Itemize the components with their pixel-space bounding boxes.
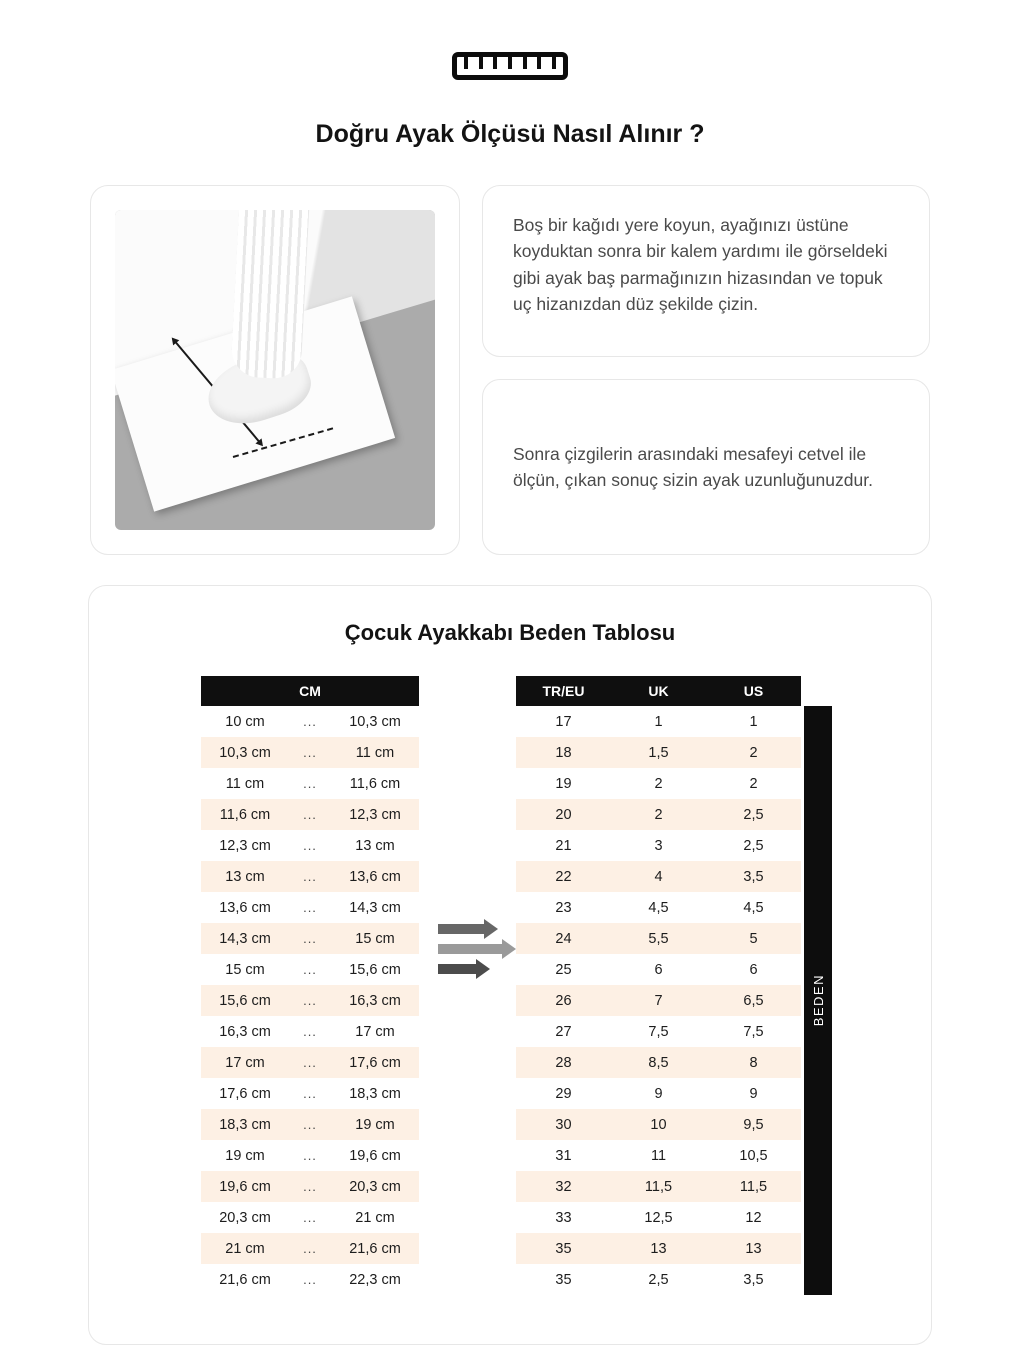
tr-eu-cell: 31 [516, 1140, 611, 1171]
cm-max-cell: 15,6 cm [331, 954, 419, 985]
tr-eu-cell: 35 [516, 1233, 611, 1264]
ruler-tick [464, 57, 468, 69]
uk-cell: 11,5 [611, 1171, 706, 1202]
us-cell: 6,5 [706, 985, 801, 1016]
us-cell: 10,5 [706, 1140, 801, 1171]
dots-separator: ... [289, 768, 331, 799]
ruler-tick [508, 57, 512, 69]
cm-max-cell: 13 cm [331, 830, 419, 861]
size-table-row [516, 768, 801, 799]
cm-max-cell: 15 cm [331, 923, 419, 954]
cm-min-cell: 21,6 cm [201, 1264, 289, 1295]
cm-table-row [201, 1016, 419, 1047]
uk-cell: 1,5 [611, 737, 706, 768]
us-cell: 2,5 [706, 830, 801, 861]
dots-separator: ... [289, 892, 331, 923]
cm-max-cell: 22,3 cm [331, 1264, 419, 1295]
cm-min-cell: 11 cm [201, 768, 289, 799]
ruler-tick [552, 57, 556, 69]
size-table-row [516, 1109, 801, 1140]
cm-min-cell: 19 cm [201, 1140, 289, 1171]
tr-eu-cell: 33 [516, 1202, 611, 1233]
size-table-row [516, 923, 801, 954]
size-table-title: Çocuk Ayakkabı Beden Tablosu [344, 620, 676, 645]
size-table-row [516, 1264, 801, 1295]
instruction-step-1: Boş bir kağıdı yere koyun, ayağınızı üstüne koyduktan sonra bir kalem yardımı ile görseldeki gibi ayak baş parmağınızın hizasından ve topuk uç hizanızdan düz şekilde çizin. [513, 215, 888, 314]
cm-max-cell: 17 cm [331, 1016, 419, 1047]
cm-min-cell: 16,3 cm [201, 1016, 289, 1047]
size-table-row [516, 799, 801, 830]
us-cell: 12 [706, 1202, 801, 1233]
dots-separator: ... [289, 1264, 331, 1295]
uk-cell: 9 [611, 1078, 706, 1109]
tr-eu-cell: 28 [516, 1047, 611, 1078]
measurement-photo-card [90, 185, 460, 555]
cm-min-cell: 13 cm [201, 861, 289, 892]
dots-separator: ... [289, 799, 331, 830]
size-table-row [516, 830, 801, 861]
page-title: Doğru Ayak Ölçüsü Nasıl Alınır ? [315, 120, 705, 148]
size-table-row [516, 985, 801, 1016]
ruler-tick [479, 57, 483, 69]
uk-cell: 5,5 [611, 923, 706, 954]
beden-side-label: BEDEN [810, 974, 826, 1027]
cm-max-cell: 18,3 cm [331, 1078, 419, 1109]
tr-eu-cell: 24 [516, 923, 611, 954]
right-arrow-icon [438, 944, 502, 954]
tr-eu-cell: 35 [516, 1264, 611, 1295]
us-cell: 9,5 [706, 1109, 801, 1140]
cm-max-cell: 21 cm [331, 1202, 419, 1233]
cm-table-row [201, 1171, 419, 1202]
dots-separator: ... [289, 1016, 331, 1047]
size-table-row [516, 1016, 801, 1047]
cm-max-cell: 11,6 cm [331, 768, 419, 799]
dots-separator: ... [289, 985, 331, 1016]
cm-table-row [201, 1202, 419, 1233]
tr-eu-cell: 30 [516, 1109, 611, 1140]
cm-min-cell: 20,3 cm [201, 1202, 289, 1233]
cm-min-cell: 15,6 cm [201, 985, 289, 1016]
dots-separator: ... [289, 1109, 331, 1140]
instruction-card-2 [482, 379, 930, 555]
tr-eu-cell: 27 [516, 1016, 611, 1047]
size-table-row [516, 1171, 801, 1202]
how-to-measure-section [90, 185, 930, 555]
dots-separator: ... [289, 1233, 331, 1264]
size-table-row [516, 1078, 801, 1109]
dots-separator: ... [289, 954, 331, 985]
uk-cell: 1 [611, 706, 706, 737]
uk-cell: 2,5 [611, 1264, 706, 1295]
cm-max-cell: 11 cm [331, 737, 419, 768]
uk-header: UK [611, 676, 706, 706]
cm-min-cell: 21 cm [201, 1233, 289, 1264]
dots-separator: ... [289, 1140, 331, 1171]
tr-eu-cell: 25 [516, 954, 611, 985]
cm-min-cell: 10 cm [201, 706, 289, 737]
us-cell: 2,5 [706, 799, 801, 830]
us-cell: 8 [706, 1047, 801, 1078]
us-cell: 3,5 [706, 861, 801, 892]
size-table-row [516, 1202, 801, 1233]
instruction-cards [482, 185, 930, 555]
size-table-row [516, 1233, 801, 1264]
cm-min-cell: 12,3 cm [201, 830, 289, 861]
uk-cell: 12,5 [611, 1202, 706, 1233]
size-table-row [516, 737, 801, 768]
tr-eu-cell: 19 [516, 768, 611, 799]
ruler-tick [493, 57, 497, 69]
cm-min-cell: 15 cm [201, 954, 289, 985]
arrows-icon [436, 924, 516, 974]
us-cell: 6 [706, 954, 801, 985]
cm-table-row [201, 768, 419, 799]
size-table-row [516, 892, 801, 923]
cm-min-cell: 19,6 cm [201, 1171, 289, 1202]
photo-sock-leg [230, 210, 309, 380]
cm-table-row [201, 1140, 419, 1171]
cm-min-cell: 14,3 cm [201, 923, 289, 954]
tr-eu-cell: 18 [516, 737, 611, 768]
cm-table-row [201, 1109, 419, 1140]
us-cell: 4,5 [706, 892, 801, 923]
us-cell: 13 [706, 1233, 801, 1264]
size-table-row [516, 706, 801, 737]
cm-table-row [201, 1047, 419, 1078]
uk-cell: 2 [611, 768, 706, 799]
cm-table-row [201, 1078, 419, 1109]
instruction-step-2: Sonra çizgilerin arasındaki mesafeyi cetvel ile ölçün, çıkan sonuç sizin ayak uzunluğunuzdur. [513, 443, 873, 490]
dots-separator: ... [289, 737, 331, 768]
cm-max-cell: 19,6 cm [331, 1140, 419, 1171]
cm-table-row [201, 799, 419, 830]
cm-table [201, 676, 419, 1295]
tr-eu-cell: 17 [516, 706, 611, 737]
us-cell: 1 [706, 706, 801, 737]
cm-min-cell: 17,6 cm [201, 1078, 289, 1109]
tr-eu-cell: 21 [516, 830, 611, 861]
cm-table-row [201, 985, 419, 1016]
cm-table-row [201, 861, 419, 892]
cm-min-cell: 18,3 cm [201, 1109, 289, 1140]
dots-separator: ... [289, 1171, 331, 1202]
uk-cell: 11 [611, 1140, 706, 1171]
dots-separator: ... [289, 830, 331, 861]
cm-max-cell: 12,3 cm [331, 799, 419, 830]
us-cell: 7,5 [706, 1016, 801, 1047]
ruler-tick [537, 57, 541, 69]
uk-cell: 4,5 [611, 892, 706, 923]
uk-cell: 13 [611, 1233, 706, 1264]
us-cell: 5 [706, 923, 801, 954]
dots-separator: ... [289, 1047, 331, 1078]
tr-eu-cell: 32 [516, 1171, 611, 1202]
cm-max-cell: 16,3 cm [331, 985, 419, 1016]
dots-separator: ... [289, 861, 331, 892]
cm-min-cell: 13,6 cm [201, 892, 289, 923]
uk-cell: 8,5 [611, 1047, 706, 1078]
cm-table-row [201, 830, 419, 861]
size-table-header-row [516, 676, 801, 706]
cm-max-cell: 19 cm [331, 1109, 419, 1140]
cm-max-cell: 21,6 cm [331, 1233, 419, 1264]
dots-separator: ... [289, 1078, 331, 1109]
uk-cell: 4 [611, 861, 706, 892]
size-table-card [88, 585, 932, 1345]
cm-max-cell: 13,6 cm [331, 861, 419, 892]
us-cell: 2 [706, 737, 801, 768]
cm-table-header: CM [201, 676, 419, 706]
cm-min-cell: 17 cm [201, 1047, 289, 1078]
cm-table-row [201, 737, 419, 768]
uk-cell: 10 [611, 1109, 706, 1140]
dots-separator: ... [289, 923, 331, 954]
tr-eu-cell: 23 [516, 892, 611, 923]
uk-cell: 7 [611, 985, 706, 1016]
cm-table-row [201, 923, 419, 954]
size-table-row [516, 954, 801, 985]
ruler-tick [523, 57, 527, 69]
cm-table-row [201, 954, 419, 985]
size-table-row [516, 1140, 801, 1171]
size-conversion-table [516, 676, 801, 1295]
uk-cell: 3 [611, 830, 706, 861]
cm-table-row [201, 1264, 419, 1295]
us-header: US [706, 676, 801, 706]
us-cell: 3,5 [706, 1264, 801, 1295]
us-cell: 2 [706, 768, 801, 799]
size-table-row [516, 861, 801, 892]
beden-side-bar [804, 706, 832, 1295]
cm-table-row [201, 1233, 419, 1264]
uk-cell: 2 [611, 799, 706, 830]
tr-eu-cell: 29 [516, 1078, 611, 1109]
foot-measurement-photo [115, 210, 435, 530]
dots-separator: ... [289, 1202, 331, 1233]
cm-min-cell: 10,3 cm [201, 737, 289, 768]
tr-eu-cell: 20 [516, 799, 611, 830]
ruler-icon [452, 52, 568, 80]
tr-eu-cell: 22 [516, 861, 611, 892]
cm-table-row [201, 892, 419, 923]
tr-eu-cell: 26 [516, 985, 611, 1016]
size-table-row [516, 1047, 801, 1078]
right-arrow-icon [438, 924, 484, 934]
cm-max-cell: 10,3 cm [331, 706, 419, 737]
dots-separator: ... [289, 706, 331, 737]
uk-cell: 7,5 [611, 1016, 706, 1047]
instruction-card-1 [482, 185, 930, 357]
cm-max-cell: 17,6 cm [331, 1047, 419, 1078]
cm-table-row [201, 706, 419, 737]
uk-cell: 6 [611, 954, 706, 985]
cm-min-cell: 11,6 cm [201, 799, 289, 830]
us-cell: 11,5 [706, 1171, 801, 1202]
cm-table-header-row [201, 676, 419, 706]
right-arrow-icon [438, 964, 476, 974]
us-cell: 9 [706, 1078, 801, 1109]
cm-max-cell: 14,3 cm [331, 892, 419, 923]
cm-max-cell: 20,3 cm [331, 1171, 419, 1202]
tr-eu-header: TR/EU [516, 676, 611, 706]
